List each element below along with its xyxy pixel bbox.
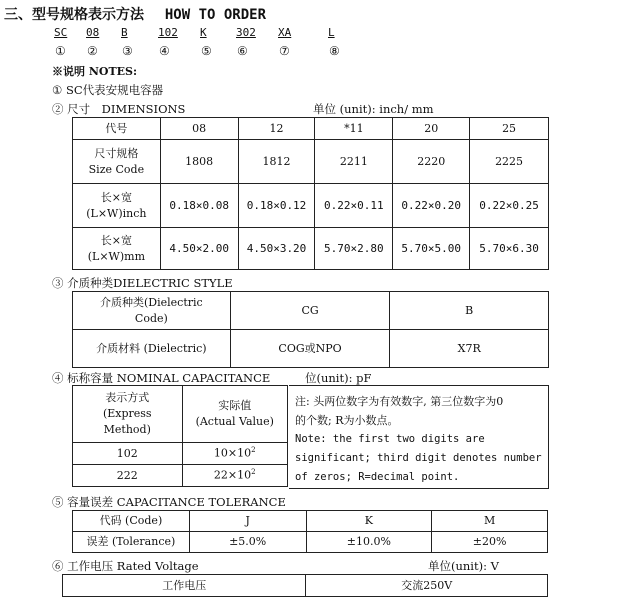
cap-value: $22\times 10^2$: [182, 465, 288, 487]
cap-code: 222: [73, 465, 183, 487]
voltage-value: 交流250V: [306, 575, 548, 597]
page-title: [4, 4, 266, 24]
section-2-label: ② 尺寸 DIMENSIONS: [52, 102, 186, 116]
capacitance-note: 注: 头两位数字为有效数字, 第三位数字为0 的个数; R为小数点。 Note: the first two digits are significant; third digit denotes number of zeros; R=decimal point.: [295, 395, 542, 483]
title-cn: 三、型号规格表示方法: [4, 7, 144, 23]
dim-header-cell: 12: [238, 118, 315, 140]
dim-cell: 5.70×5.00: [393, 228, 470, 270]
section-1-label: ① SC代表安规电容器: [52, 83, 164, 97]
dim-cell: 0.18×0.12: [238, 184, 315, 228]
cap-code: 102: [73, 443, 183, 465]
order-code-part: 302: [236, 26, 256, 39]
dim-cell: 0.18×0.08: [160, 184, 238, 228]
dim-cell: 2225: [470, 140, 549, 184]
tol-cell: ±5.0%: [189, 532, 306, 553]
diel-row-label: 介质材料 (Dielectric): [73, 330, 231, 368]
dielectric-code-row: [73, 292, 549, 330]
order-code-part: SC: [54, 26, 68, 39]
cap-header-row: [73, 386, 288, 443]
order-code-number: ②: [87, 44, 98, 58]
dim-cell: 2220: [393, 140, 470, 184]
dim-cell: 4.50×3.20: [238, 228, 315, 270]
tol-cell: ±10.0%: [306, 532, 432, 553]
title-en: HOW TO ORDER: [164, 7, 267, 23]
order-code-part: 08: [86, 26, 100, 39]
cap-header-value: 实际值 (Actual Value): [182, 386, 288, 443]
diel-cell: B: [390, 292, 549, 330]
section-3-label: ③ 介质种类DIELECTRIC STYLE: [52, 276, 233, 290]
cap-header-method: 表示方式 (Express Method): [73, 386, 183, 443]
order-code-part: K: [200, 26, 207, 39]
dim-cell: 1812: [238, 140, 315, 184]
section-4-label: ④ 标称容量 NOMINAL CAPACITANCE: [52, 371, 271, 385]
section-4-unit: 位(unit): pF: [305, 371, 372, 385]
dim-cell: 0.22×0.25: [470, 184, 549, 228]
dim-header-cell: 20: [393, 118, 470, 140]
tolerance-table: [72, 510, 548, 553]
diel-cell: CG: [230, 292, 390, 330]
diel-cell: COG或NPO: [230, 330, 390, 368]
dim-cell: 5.70×6.30: [470, 228, 549, 270]
voltage-label: 工作电压: [63, 575, 306, 597]
section-2-unit: 单位 (unit): inch/ mm: [313, 102, 434, 116]
tol-cell: ±20%: [432, 532, 548, 553]
dim-header-cell: 25: [470, 118, 549, 140]
order-code-number: ⑧: [329, 44, 340, 58]
dimensions-table: [72, 117, 549, 270]
dim-cell: 4.50×2.00: [160, 228, 238, 270]
dimensions-mm-row: [73, 228, 549, 270]
order-code-number: ①: [55, 44, 66, 58]
section-5-label: ⑤ 容量误差 CAPACITANCE TOLERANCE: [52, 495, 286, 509]
order-code-part: 102: [158, 26, 178, 39]
order-code-number: ⑥: [237, 44, 248, 58]
order-code-number: ⑦: [279, 44, 290, 58]
section-6-label: ⑥ 工作电压 Rated Voltage: [52, 559, 199, 573]
diel-cell: X7R: [390, 330, 549, 368]
dim-cell: 0.22×0.11: [315, 184, 393, 228]
order-code-part: B: [121, 26, 128, 39]
dimensions-size-row: [73, 140, 549, 184]
dim-row-label: 长×宽 (L×W)inch: [73, 184, 161, 228]
tol-row-label: 代码 (Code): [73, 511, 190, 532]
order-code-part: XA: [278, 26, 292, 39]
order-code-number: ③: [122, 44, 133, 58]
cap-value: $10\times 10^2$: [182, 443, 288, 465]
dim-cell: 2211: [315, 140, 393, 184]
order-code-number: ④: [159, 44, 170, 58]
dielectric-material-row: [73, 330, 549, 368]
tol-cell: J: [189, 511, 306, 532]
dim-row-label: 尺寸规格 Size Code: [73, 140, 161, 184]
capacitance-table: [72, 385, 288, 487]
tolerance-value-row: [73, 532, 548, 553]
voltage-table: [62, 574, 548, 597]
voltage-row: [63, 575, 548, 597]
dimensions-header-row: [73, 118, 549, 140]
dimensions-inch-row: [73, 184, 549, 228]
order-code-part: L: [328, 26, 335, 39]
tol-cell: M: [432, 511, 548, 532]
tol-row-label: 误差 (Tolerance): [73, 532, 190, 553]
dim-cell: 0.22×0.20: [393, 184, 470, 228]
diel-row-label: 介质种类(Dielectric Code): [73, 292, 231, 330]
tolerance-code-row: [73, 511, 548, 532]
notes-title: ※说明 NOTES:: [52, 65, 138, 78]
section-6-unit: 单位(unit): V: [428, 559, 499, 573]
dim-header-cell: 代号: [73, 118, 161, 140]
dim-cell: 5.70×2.80: [315, 228, 393, 270]
tol-cell: K: [306, 511, 432, 532]
order-code-number: ⑤: [201, 44, 212, 58]
dielectric-table: [72, 291, 549, 368]
cap-row: [73, 465, 288, 487]
cap-row: [73, 443, 288, 465]
dim-row-label: 长×宽 (L×W)mm: [73, 228, 161, 270]
dim-header-cell: 08: [160, 118, 238, 140]
dim-cell: 1808: [160, 140, 238, 184]
dim-header-cell: *11: [315, 118, 393, 140]
